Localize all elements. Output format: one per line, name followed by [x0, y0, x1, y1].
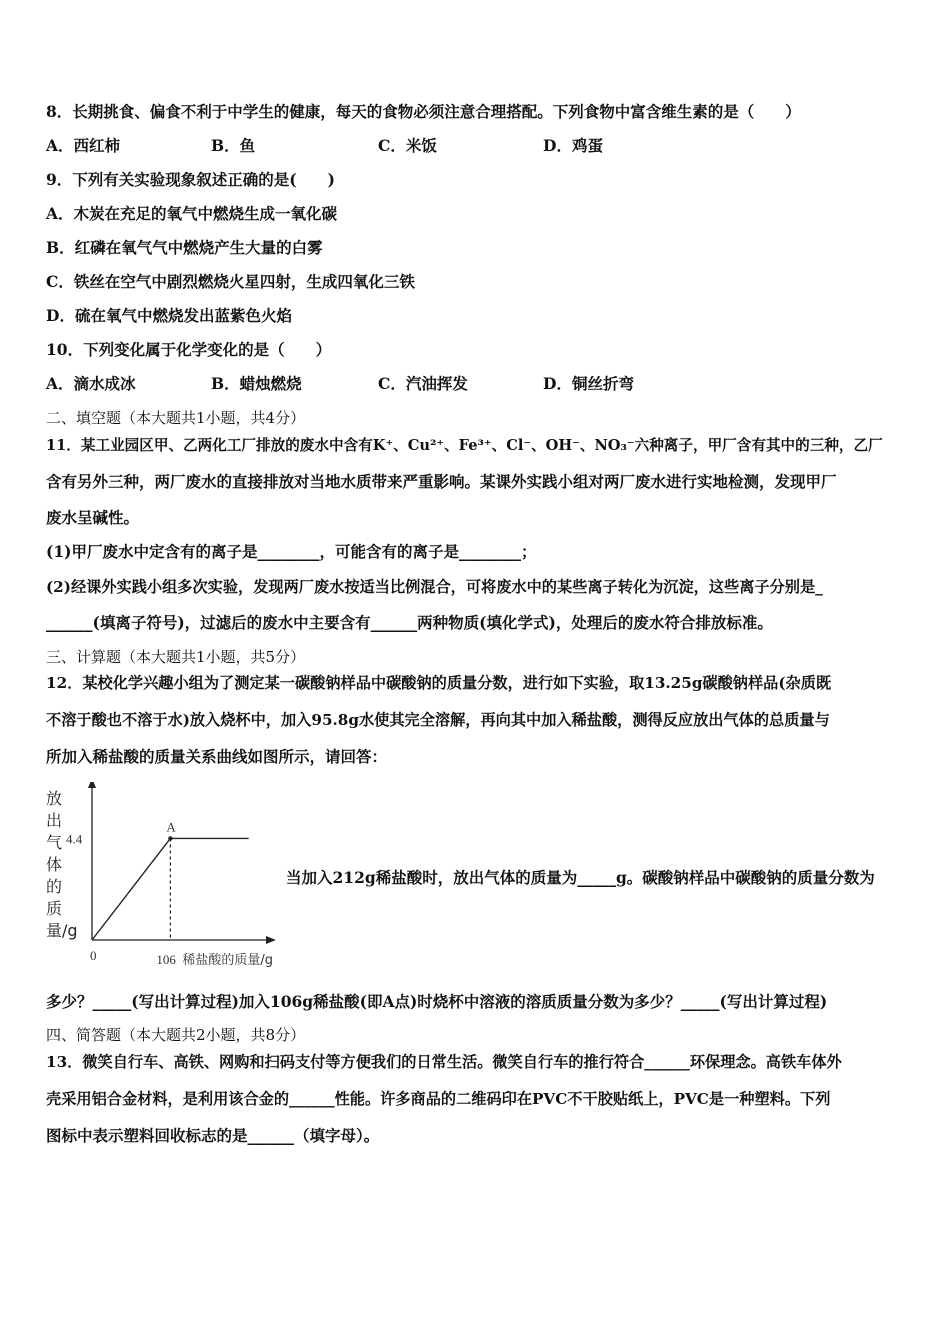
q8-option-a: A．西红柿: [46, 136, 121, 155]
q10-option-c: C．汽油挥发: [378, 374, 468, 393]
q12-tail-text: 多少？_____(写出计算过程)加入106g稀盐酸(即A点)时烧杯中溶液的溶质质量分数为多少？_____(写出计算过程): [46, 992, 828, 1011]
q12-line-2: 不溶于酸也不溶于水)放入烧杯中，加入95.8g水使其完全溶解，再向其中加入稀盐酸，测得反应放出气体的总质量与: [46, 711, 830, 729]
q11-line-3: 废水呈碱性。: [46, 508, 140, 527]
q11-line-5: (2)经课外实践小组多次实验，发现两厂废水按适当比例混合，可将废水中的某些离子转化为沉淀，这些离子分别是_: [46, 578, 823, 596]
y-tick-label: 4.4: [66, 831, 83, 847]
section-4-heading: 四、简答题（本大题共2小题，共8分）: [46, 1026, 306, 1044]
q9-option-d: D．硫在氧气中燃烧发出蓝紫色火焰: [46, 306, 292, 325]
q13-line-2: 壳采用铝合金材料，是利用该合金的______性能。许多商品的二维码印在PVC不干胶贴纸上，PVC是一种塑料。下列: [46, 1090, 831, 1108]
q9-option-c: C．铁丝在空气中剧烈燃烧火星四射，生成四氧化三铁: [46, 272, 415, 291]
question-8-stem: 8．长期挑食、偏食不利于中学生的健康，每天的食物必须注意合理搭配。下列食物中富含维生素的是（ ）: [46, 102, 801, 121]
chart-ylabel: 放出气体的质量/g: [46, 789, 78, 940]
q12-line-3: 所加入稀盐酸的质量关系曲线如图所示，请回答：: [46, 747, 388, 766]
q12-line-1: 12．某校化学兴趣小组为了测定某一碳酸钠样品中碳酸钠的质量分数，进行如下实验，取13.25g碳酸钠样品(杂质既: [46, 674, 832, 692]
q11-line-2: 含有另外三种，两厂废水的直接排放对当地水质带来严重影响。某课外实践小组对两厂废水进行实地检测，发现甲厂: [46, 472, 837, 491]
chart-xlabel: 稀盐酸的质量/g: [182, 953, 273, 968]
question-9-stem: 9．下列有关实验现象叙述正确的是( ): [46, 170, 335, 189]
q9-option-b: B．红磷在氧气气中燃烧产生大量的白雾: [46, 238, 323, 257]
q10-option-b: B．蜡烛燃烧: [211, 374, 302, 393]
y-axis-arrow: [88, 782, 96, 788]
q12-side-text: 当加入212g稀盐酸时，放出气体的质量为_____g。碳酸钠样品中碳酸钠的质量分数为: [286, 868, 875, 887]
q8-option-c: C．米饭: [378, 136, 437, 155]
q11-line-1: 11．某工业园区甲、乙两化工厂排放的废水中含有K⁺、Cu²⁺、Fe³⁺、Cl⁻、OH⁻、NO₃⁻六种离子，甲厂含有其中的三种，乙厂: [46, 437, 883, 454]
q13-line-3: 图标中表示塑料回收标志的是______（填字母）。: [46, 1126, 380, 1145]
q10-option-a: A．滴水成冰: [46, 374, 136, 393]
gas-mass-chart: [40, 782, 280, 972]
q13-line-1: 13．微笑自行车、高铁、网购和扫码支付等方便我们的日常生活。微笑自行车的推行符合______环保理念。高铁车体外: [46, 1053, 842, 1071]
x-tick-label-0: 0: [90, 948, 97, 963]
q10-option-d: D．铜丝折弯: [543, 374, 634, 393]
section-3-heading: 三、计算题（本大题共1小题，共5分）: [46, 648, 306, 666]
x-axis-arrow: [266, 936, 276, 944]
q8-option-d: D．鸡蛋: [543, 136, 603, 155]
q11-line-6: ______(填离子符号)，过滤后的废水中主要含有______两种物质(填化学式)，处理后的废水符合排放标准。: [46, 613, 773, 632]
section-2-heading: 二、填空题（本大题共1小题，共4分）: [46, 409, 306, 427]
q8-option-b: B．鱼: [211, 136, 256, 155]
question-10-stem: 10．下列变化属于化学变化的是（ ）: [46, 340, 332, 359]
q11-line-4: (1)甲厂废水中定含有的离子是________，可能含有的离子是________；: [46, 542, 537, 561]
chart-canvas: [40, 782, 280, 972]
point-a-label: A: [166, 819, 176, 835]
q9-option-a: A．木炭在充足的氧气中燃烧生成一氧化碳: [46, 204, 338, 223]
point-a-marker: [168, 836, 172, 840]
x-tick-label-106: 106: [156, 952, 176, 967]
